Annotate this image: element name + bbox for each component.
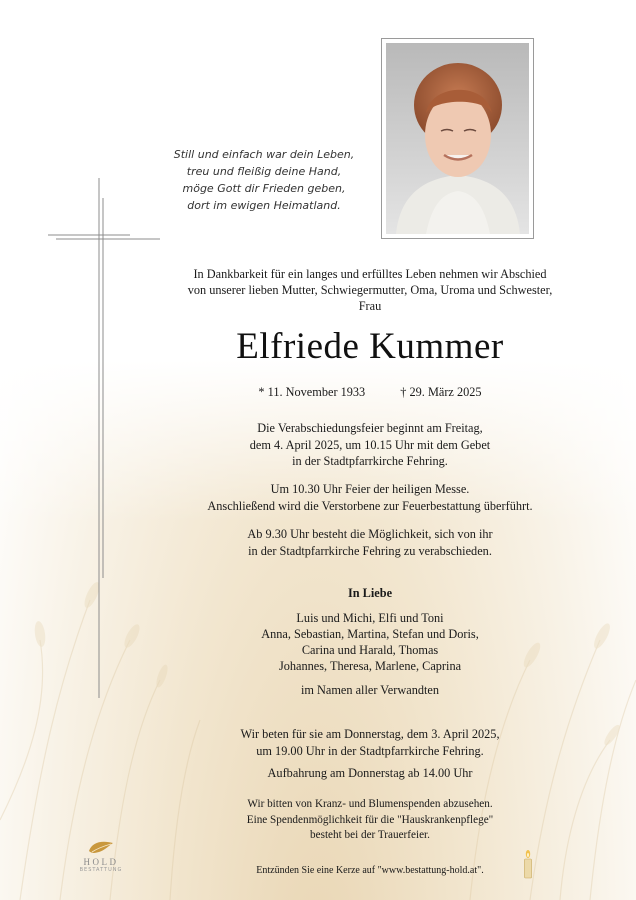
mass-info: [150, 481, 590, 514]
cross-icon: [48, 178, 160, 698]
poem-line: dort im ewigen Heimatland.: [187, 199, 341, 212]
deceased-name: Elfriede Kummer: [236, 326, 504, 367]
wake-info: Aufbahrung am Donnerstag ab 14.00 Uhr: [267, 766, 473, 780]
poem-line: möge Gott dir Frieden geben,: [182, 182, 346, 195]
funeral-home-logo: [76, 838, 126, 874]
family-line: Carina und Harald, Thomas: [301, 643, 439, 657]
prayer-line: Wir beten für sie am Donnerstag, dem 3. April 2025,: [240, 727, 500, 741]
relatives-line: im Namen aller Verwandten: [300, 683, 440, 697]
ceremony-info: [150, 420, 590, 470]
donation-line: besteht bei der Trauerfeier.: [310, 829, 430, 841]
intro-line: In Dankbarkeit für ein langes und erfülltes Leben nehmen wir Abschied: [193, 267, 547, 281]
ceremony-line: dem 4. April 2025, um 10.15 Uhr mit dem Gebet: [249, 437, 491, 452]
farewell-info: [150, 526, 590, 559]
death-date: † 29. März 2025: [400, 385, 482, 399]
birth-date: * 11. November 1933: [258, 385, 366, 399]
family-line: Johannes, Theresa, Marlene, Caprina: [278, 659, 462, 673]
prayer-info: [150, 726, 590, 759]
ceremony-line: in der Stadtpfarrkirche Fehring.: [292, 454, 448, 468]
mass-line: Um 10.30 Uhr Feier der heiligen Messe.: [270, 482, 470, 496]
leaf-logo-icon: [86, 838, 116, 856]
mass-line: Anschließend wird die Verstorbene zur Feuerbestattung überführt.: [207, 498, 533, 513]
in-love-heading: In Liebe: [347, 586, 393, 600]
intro-line: von unserer lieben Mutter, Schwiegermutter, Oma, Uroma und Schwester,: [187, 283, 553, 297]
donation-info: [150, 797, 590, 844]
poem-line: treu und fleißig deine Hand,: [186, 165, 342, 178]
intro-line: Frau: [358, 299, 382, 313]
logo-name: HOLD: [83, 857, 119, 867]
life-dates: [150, 384, 590, 400]
portrait-photo: [386, 43, 529, 234]
candle-link-text[interactable]: Entzünden Sie eine Kerze auf "www.bestattung-hold.at".: [256, 865, 484, 876]
family-line: Luis und Michi, Elfi und Toni: [296, 611, 444, 625]
candle-icon[interactable]: [521, 849, 535, 879]
ceremony-line: Die Verabschiedungsfeier beginnt am Freitag,: [257, 421, 483, 435]
prayer-line: um 19.00 Uhr in der Stadtpfarrkirche Fehring.: [256, 743, 484, 758]
farewell-line: Ab 9.30 Uhr besteht die Möglichkeit, sich von ihr: [247, 527, 493, 541]
logo-subtitle: BESTATTUNG: [79, 867, 123, 873]
farewell-line: in der Stadtpfarrkirche Fehring zu verabschieden.: [248, 543, 492, 558]
poem: [150, 146, 378, 214]
family-list: [150, 610, 590, 674]
poem-line: Still und einfach war dein Leben,: [173, 148, 355, 161]
donation-line: Wir bitten von Kranz- und Blumenspenden abzusehen.: [247, 798, 493, 810]
donation-line: Eine Spendenmöglichkeit für die "Hauskrankenpflege": [246, 813, 494, 826]
intro-text: [150, 266, 590, 314]
portrait-frame: [381, 38, 534, 239]
family-line: Anna, Sebastian, Martina, Stefan und Doris,: [261, 627, 479, 641]
